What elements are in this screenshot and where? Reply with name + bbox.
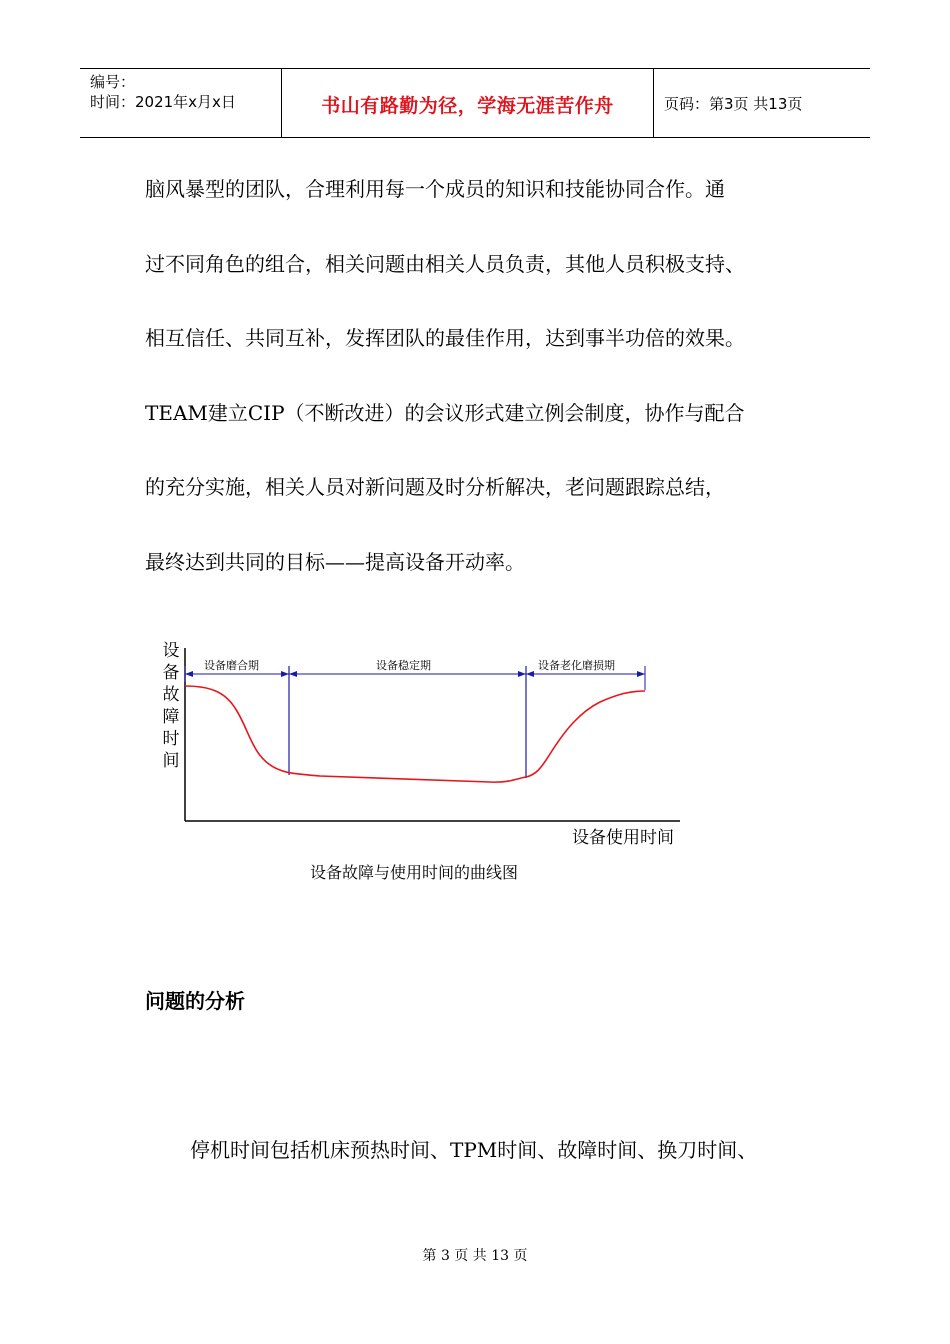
body-line-2: 过不同角色的组合，相关问题由相关人员负责，其他人员积极支持、 (145, 252, 745, 276)
body-line-3: 相互信任、共同互补，发挥团队的最佳作用，达到事半功倍的效果。 (145, 326, 745, 350)
body-line-4: TEAM建立CIP（不断改进）的会议形式建立例会制度，协作与配合 (145, 401, 745, 425)
arrowhead (289, 671, 297, 677)
body-line-6: 最终达到共同的目标——提高设备开动率。 (145, 550, 525, 574)
document-date-label: 时间：2021年x月x日 (90, 93, 236, 111)
page-header (80, 68, 870, 138)
y-axis-label-char: 障 (162, 707, 180, 727)
failure-curve (185, 686, 645, 782)
body-line-7: 停机时间包括机床预热时间、TPM时间、故障时间、换刀时间、 (190, 1138, 758, 1162)
x-axis-label: 设备使用时间 (572, 828, 674, 848)
y-axis-label-char: 备 (162, 663, 180, 683)
header-motto-cell (282, 69, 654, 137)
arrowhead (637, 671, 645, 677)
chart-caption: 设备故障与使用时间的曲线图 (310, 863, 519, 882)
section-title: 问题的分析 (145, 989, 245, 1013)
y-axis-label-char: 时 (162, 729, 180, 749)
phase-label-wearout: 设备老化磨损期 (538, 659, 615, 672)
header-motto: 书山有路勤为径，学海无涯苦作舟 (321, 95, 614, 117)
y-axis-label-char: 故 (162, 685, 180, 705)
y-axis-label-char: 间 (162, 751, 180, 771)
arrowhead (281, 671, 289, 677)
arrowhead (185, 671, 193, 677)
failure-time-chart (140, 630, 700, 890)
arrowhead (526, 671, 534, 677)
header-info-cell (80, 69, 282, 137)
phase-label-stable: 设备稳定期 (376, 659, 431, 672)
body-line-5: 的充分实施，相关人员对新问题及时分析解决，老问题跟踪总结， (145, 475, 725, 499)
header-page-info: 页码：第3页 共13页 (664, 95, 803, 113)
document-number-label: 编号： (90, 73, 136, 91)
header-page-cell (654, 69, 870, 137)
phase-label-breakin: 设备磨合期 (204, 659, 259, 672)
y-axis-label (159, 640, 183, 772)
y-axis-label-char: 设 (162, 641, 180, 661)
body-line-1: 脑风暴型的团队，合理利用每一个成员的知识和技能协同合作。通 (145, 177, 725, 201)
arrowhead (518, 671, 526, 677)
page-footer: 第 3 页 共 13 页 (422, 1248, 528, 1264)
